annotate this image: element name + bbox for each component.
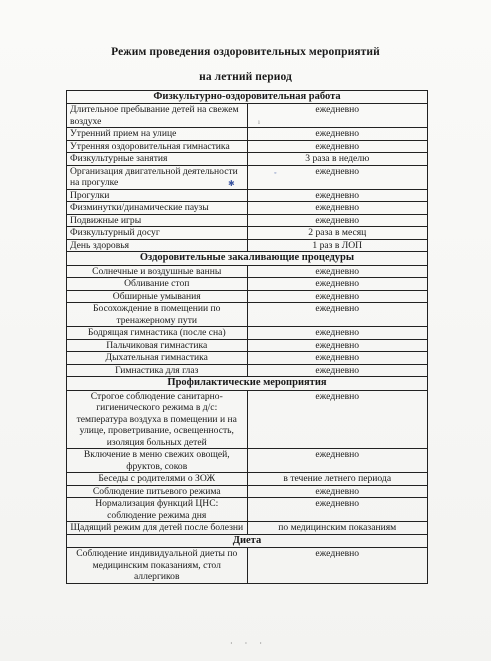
section-header-row: [67, 534, 428, 547]
schedule-table: [66, 90, 428, 584]
table-row: [67, 265, 428, 278]
activity-cell: Нормализация функций ЦНС: соблюдение режима дня: [67, 498, 248, 522]
frequency-cell: ежедневно: [247, 202, 428, 215]
frequency-cell: ежедневно: [247, 390, 428, 449]
activity-cell: Подвижные игры: [67, 214, 248, 227]
activity-cell: Босохождение в помещении по тренажерному пути: [67, 303, 248, 327]
frequency-cell: ежедневно: [247, 278, 428, 291]
activity-cell: Прогулки: [67, 189, 248, 202]
table-row: [67, 290, 428, 303]
table-row: [67, 227, 428, 240]
activity-cell: Длительное пребывание детей на свежем воздухе: [67, 104, 248, 128]
frequency-cell: ежедневно: [247, 140, 428, 153]
activity-cell: Обширные умывания: [67, 290, 248, 303]
table-row: [67, 327, 428, 340]
activity-cell: Соблюдение питьевого режима: [67, 485, 248, 498]
frequency-cell: 3 раза в неделю: [247, 153, 428, 166]
frequency-cell: ежедневно: [247, 214, 428, 227]
table-row: [67, 140, 428, 153]
table-row: [67, 214, 428, 227]
document-subtitle: на летний период: [199, 71, 292, 83]
section-header: Физкультурно-оздоровительная работа: [67, 91, 428, 104]
frequency-cell: 1 раз в ЛОП: [247, 239, 428, 252]
table-row: [67, 449, 428, 473]
activity-cell: Физкультурные занятия: [67, 153, 248, 166]
scan-specks: · · ·: [230, 639, 267, 648]
pen-mark: ✱: [228, 179, 235, 188]
frequency-cell: ежедневно: [247, 327, 428, 340]
activity-cell: Строгое соблюдение санитарно-гигиенического режима в д/с: температура воздуха в помещении и на улице, проветривание, освещенность, изоляция больных детей: [67, 390, 248, 449]
frequency-cell: ежедневно: [247, 485, 428, 498]
table-row: [67, 239, 428, 252]
activity-cell: Организация двигательной деятельности на прогулке: [67, 165, 248, 189]
table-row: [67, 390, 428, 449]
table-row: [67, 104, 428, 128]
section-header-row: [67, 252, 428, 265]
table-row: [67, 153, 428, 166]
frequency-cell: ежедневно: [247, 104, 428, 128]
table-row: [67, 165, 428, 189]
section-header: Оздоровительные закаливающие процедуры: [67, 252, 428, 265]
activity-cell: День здоровья: [67, 239, 248, 252]
activity-cell: Соблюдение индивидуальной диеты по медицинским показаниям, стол аллергиков: [67, 548, 248, 584]
activity-cell: Физкультурный досуг: [67, 227, 248, 240]
activity-cell: Пальчиковая гимнастика: [67, 339, 248, 352]
activity-cell: Гимнастика для глаз: [67, 364, 248, 377]
frequency-cell: ежедневно: [247, 498, 428, 522]
activity-cell: Утренний прием на улице: [67, 128, 248, 141]
activity-cell: Включение в меню свежих овощей, фруктов, соков: [67, 449, 248, 473]
document-title: Режим проведения оздоровительных мероприятий: [111, 46, 380, 58]
table-row: [67, 339, 428, 352]
frequency-cell: ежедневно: [247, 352, 428, 365]
frequency-cell: ежедневно: [247, 364, 428, 377]
table-row: [67, 128, 428, 141]
activity-cell: Бодрящая гимнастика (после сна): [67, 327, 248, 340]
activity-cell: Беседы с родителями о ЗОЖ: [67, 473, 248, 486]
activity-cell: Физминутки/динамические паузы: [67, 202, 248, 215]
table-row: [67, 202, 428, 215]
table-row: [67, 498, 428, 522]
activity-cell: Солнечные и воздушные ванны: [67, 265, 248, 278]
frequency-cell: ежедневно: [247, 165, 428, 189]
table-row: [67, 522, 428, 535]
pen-mark: ◦: [274, 169, 277, 177]
table-row: [67, 352, 428, 365]
frequency-cell: ежедневно: [247, 128, 428, 141]
activity-cell: Дыхательная гимнастика: [67, 352, 248, 365]
pen-mark: ı: [258, 118, 260, 126]
frequency-cell: в течение летнего периода: [247, 473, 428, 486]
frequency-cell: 2 раза в месяц: [247, 227, 428, 240]
frequency-cell: ежедневно: [247, 339, 428, 352]
activity-cell: Утренняя оздоровительная гимнастика: [67, 140, 248, 153]
table-row: [67, 189, 428, 202]
section-header-row: [67, 377, 428, 390]
frequency-cell: ежедневно: [247, 265, 428, 278]
frequency-cell: ежедневно: [247, 189, 428, 202]
activity-cell: Обливание стоп: [67, 278, 248, 291]
table-row: [67, 278, 428, 291]
frequency-cell: по медицинским показаниям: [247, 522, 428, 535]
table-row: [67, 473, 428, 486]
section-header: Профилактические мероприятия: [67, 377, 428, 390]
table-row: [67, 485, 428, 498]
section-header: Диета: [67, 534, 428, 547]
frequency-cell: ежедневно: [247, 290, 428, 303]
frequency-cell: ежедневно: [247, 548, 428, 584]
frequency-cell: ежедневно: [247, 303, 428, 327]
table-row: [67, 548, 428, 584]
frequency-cell: ежедневно: [247, 449, 428, 473]
section-header-row: [67, 91, 428, 104]
table-row: [67, 303, 428, 327]
activity-cell: Щадящий режим для детей после болезни: [67, 522, 248, 535]
table-row: [67, 364, 428, 377]
